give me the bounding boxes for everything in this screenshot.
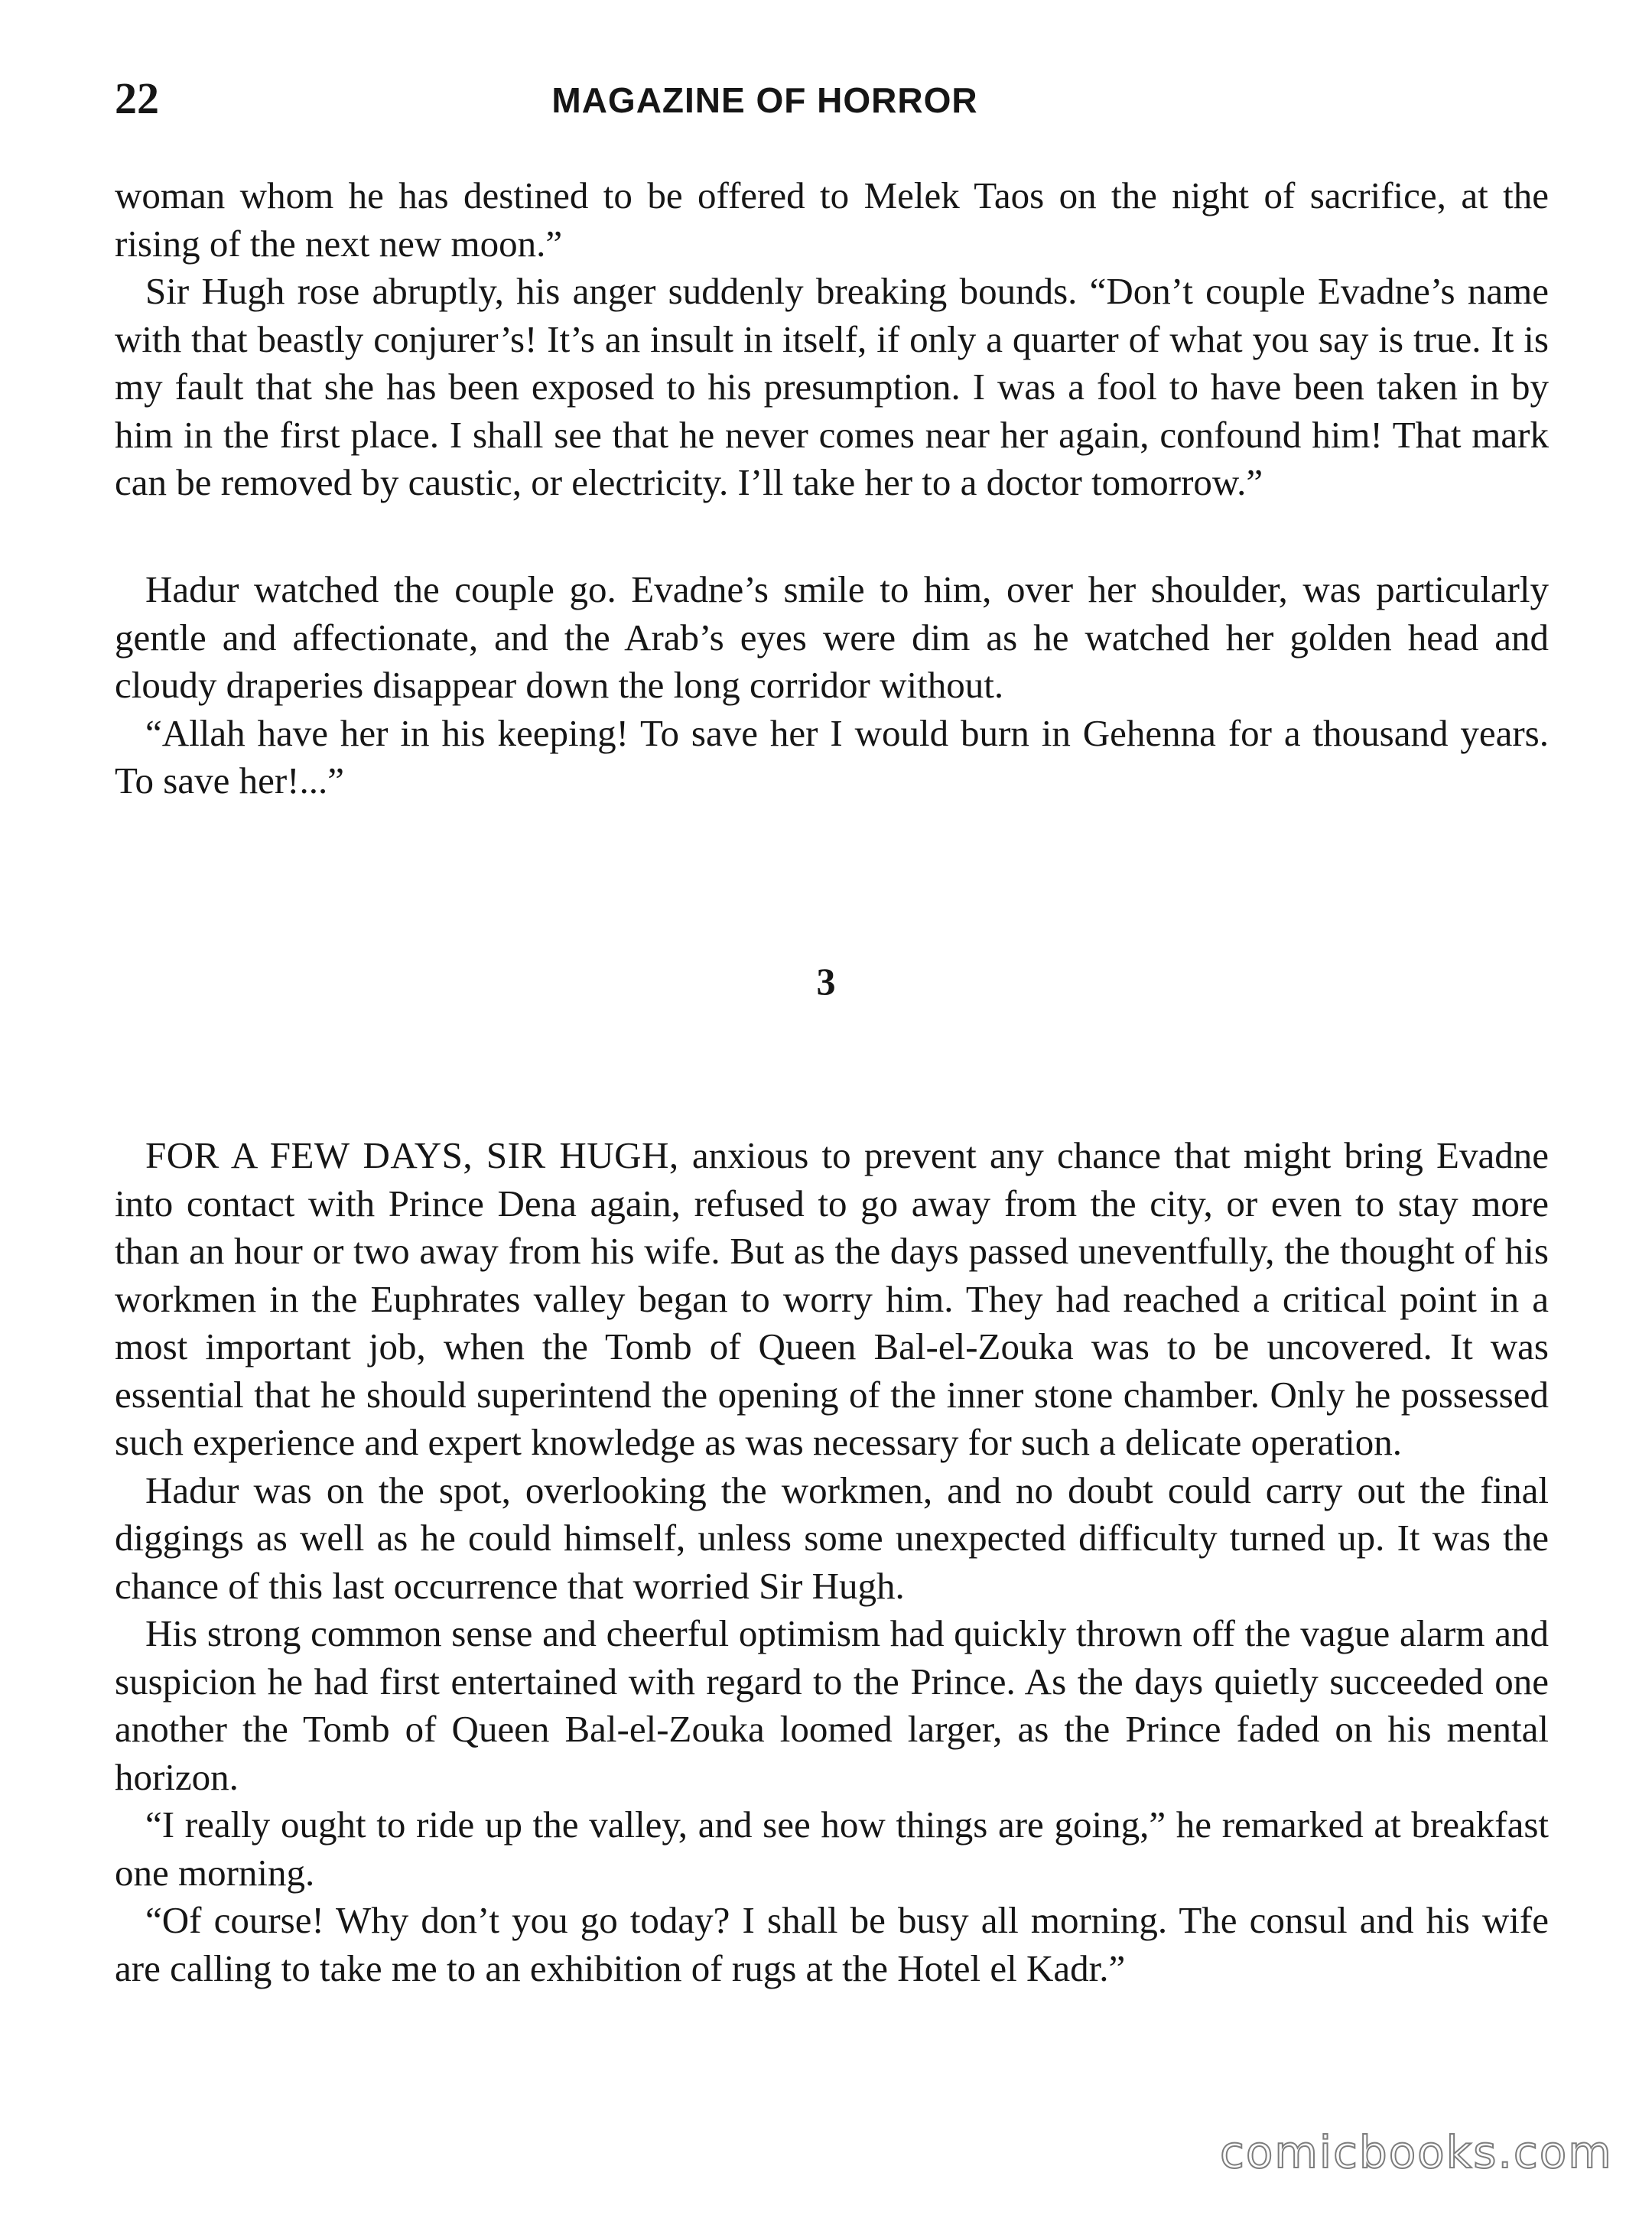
opening-text-block-continued xyxy=(115,566,1549,805)
body-paragraph: Hadur watched the couple go. Evadne’s smile to him, over her shoulder, was particularly gentle and affectionate, and the Arab’s eyes were dim as he watched her golden head and cloudy draperies disappear down the long corridor without. xyxy=(115,568,1549,706)
paragraph-text: anxious to prevent any chance that might bring Evadne into contact with Prince Dena again, refused to go away from the city, or even to stay more than an hour or two away from his wife. But as the days passed uneventfully, the thought of his workmen in the Euphrates valley began to worry him. They had reached a critical point in a most important job, when the Tomb of Queen Bal-el-Zouka was to be uncovered. It was essential that he should superintend the opening of the inner stone chamber. Only he possessed such experience and expert knowledge as was necessary for such a delicate operation. xyxy=(115,1134,1549,1463)
section-number: 3 xyxy=(816,960,836,1003)
body-paragraph: Hadur was on the spot, overlooking the workmen, and no doubt could carry out the final diggings as well as he could himself, unless some unexpected difficulty turned up. It was the chance of this last occurrence that worried Sir Hugh. xyxy=(115,1468,1549,1607)
body-paragraph xyxy=(115,1132,1549,1467)
body-paragraph: Sir Hugh rose abruptly, his anger suddenly breaking bounds. “Don’t couple Evadne’s name with that beastly conjurer’s! It’s an insult in itself, if only a quarter of what you say is true. It is my fault that she has been exposed to his presumption. I was a fool to have been taken in by him in the first place. I shall see that he never comes near her again, confound him! That mark can be removed by caustic, or electricity. I’ll take her to a doctor tomorrow.” xyxy=(115,270,1549,503)
body-paragraph: woman whom he has destined to be offered to Melek Taos on the night of sacrifice, at the rising of the next new moon.” xyxy=(115,174,1549,265)
section-lead-in: FOR A FEW DAYS, SIR HUGH, xyxy=(145,1134,679,1176)
body-paragraph: “I really ought to ride up the valley, and see how things are going,” he remarked at breakfast one morning. xyxy=(115,1803,1549,1894)
body-paragraph: “Allah have her in his keeping! To save her I would burn in Gehenna for a thousand years. To save her!...” xyxy=(115,711,1549,802)
opening-text-block xyxy=(115,172,1549,507)
body-paragraph: His strong common sense and cheerful optimism had quickly thrown off the vague alarm and suspicion he had first entertained with regard to the Prince. As the days quietly succeeded one another the Tomb of Queen Bal-el-Zouka loomed larger, as the Prince faded on his mental horizon. xyxy=(115,1612,1549,1798)
watermark: comicbooks.com xyxy=(1220,2126,1613,2178)
section-text-block xyxy=(115,1132,1549,1992)
body-paragraph: “Of course! Why don’t you go today? I shall be busy all morning. The consul and his wife are calling to take me to an exhibition of rugs at the Hotel el Kadr.” xyxy=(115,1899,1549,1989)
running-title: MAGAZINE OF HORROR xyxy=(551,80,978,120)
page-number: 22 xyxy=(115,73,159,123)
